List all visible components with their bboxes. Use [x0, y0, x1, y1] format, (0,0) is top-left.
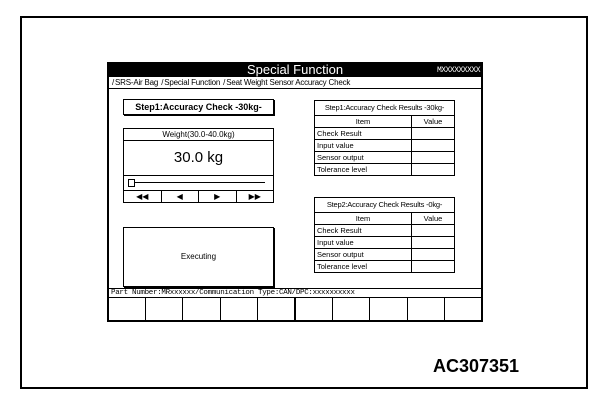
increase-button[interactable]: ▶ — [199, 191, 237, 202]
title-bar — [109, 64, 481, 77]
row-value — [412, 164, 455, 176]
status-bar: Part Number:MRxxxxxx/Communication Type:CAN/DPC:xxxxxxxxxx — [109, 288, 481, 298]
column-header-value: Value — [412, 213, 455, 225]
row-label: Input value — [315, 237, 412, 249]
slider-track — [132, 182, 265, 183]
table-row — [315, 140, 455, 152]
row-label: Sensor output — [315, 152, 412, 164]
row-label: Tolerance level — [315, 164, 412, 176]
breadcrumb-item-special-function[interactable]: Special Function — [164, 78, 221, 87]
fast-decrease-button[interactable]: ◀◀ — [124, 191, 162, 202]
slider-thumb[interactable] — [128, 179, 135, 187]
table-row — [315, 152, 455, 164]
row-label: Check Result — [315, 225, 412, 237]
weight-range-label: Weight(30.0-40.0kg) — [124, 129, 273, 141]
table-row — [315, 225, 455, 237]
weight-value: 30.0 kg — [173, 149, 224, 166]
step2-results-table — [314, 197, 455, 273]
function-key-group-left — [109, 298, 296, 322]
breadcrumb-divider — [109, 88, 481, 89]
row-value — [412, 225, 455, 237]
weight-display — [123, 128, 274, 176]
table-caption: Step2:Accuracy Check Results -0kg- — [315, 198, 455, 213]
function-key-group-right — [296, 298, 481, 322]
function-key-bar — [109, 298, 481, 322]
table-row — [315, 128, 455, 140]
fast-increase-button[interactable]: ▶▶ — [248, 192, 261, 201]
table-caption: Step1:Accuracy Check Results -30kg- — [315, 101, 455, 116]
function-key-3[interactable] — [183, 298, 220, 322]
function-key-6[interactable] — [296, 298, 333, 322]
row-value — [412, 128, 455, 140]
column-header-item: Item — [315, 116, 412, 128]
table-row — [315, 261, 455, 273]
function-key-8[interactable] — [370, 298, 407, 322]
row-label: Input value — [315, 140, 412, 152]
row-value — [412, 237, 455, 249]
scan-tool-screen — [107, 62, 483, 322]
window-code: MXXXXXXXXX — [436, 66, 480, 75]
row-value — [412, 140, 455, 152]
function-key-5[interactable] — [258, 298, 294, 322]
table-row — [315, 249, 455, 261]
function-key-7[interactable] — [333, 298, 370, 322]
row-label: Check Result — [315, 128, 412, 140]
table-row — [315, 237, 455, 249]
execution-status: Executing — [123, 227, 274, 287]
function-key-1[interactable] — [109, 298, 146, 322]
breadcrumb-item-srs-air-bag[interactable]: SRS-Air Bag — [115, 78, 159, 87]
breadcrumb: /SRS-Air Bag /Special Function /Seat Weight Sensor Accuracy Check — [112, 78, 351, 87]
weight-adjust-buttons — [123, 190, 274, 203]
window-title: Special Function — [246, 62, 344, 77]
row-value — [412, 249, 455, 261]
column-header-item: Item — [315, 213, 412, 225]
function-key-10[interactable] — [445, 298, 481, 322]
column-header-value: Value — [412, 116, 455, 128]
row-label: Tolerance level — [315, 261, 412, 273]
decrease-button[interactable]: ◀ — [162, 191, 200, 202]
table-row — [315, 164, 455, 176]
weight-slider[interactable] — [123, 175, 274, 191]
function-key-2[interactable] — [146, 298, 183, 322]
figure-id: AC307351 — [433, 356, 520, 376]
step1-results-table — [314, 100, 455, 176]
step1-accuracy-check-button[interactable]: Step1:Accuracy Check -30kg- — [123, 99, 274, 115]
function-key-9[interactable] — [408, 298, 445, 322]
breadcrumb-item-seat-weight-sensor: Seat Weight Sensor Accuracy Check — [226, 78, 351, 87]
row-label: Sensor output — [315, 249, 412, 261]
function-key-4[interactable] — [221, 298, 258, 322]
row-value — [412, 152, 455, 164]
row-value — [412, 261, 455, 273]
